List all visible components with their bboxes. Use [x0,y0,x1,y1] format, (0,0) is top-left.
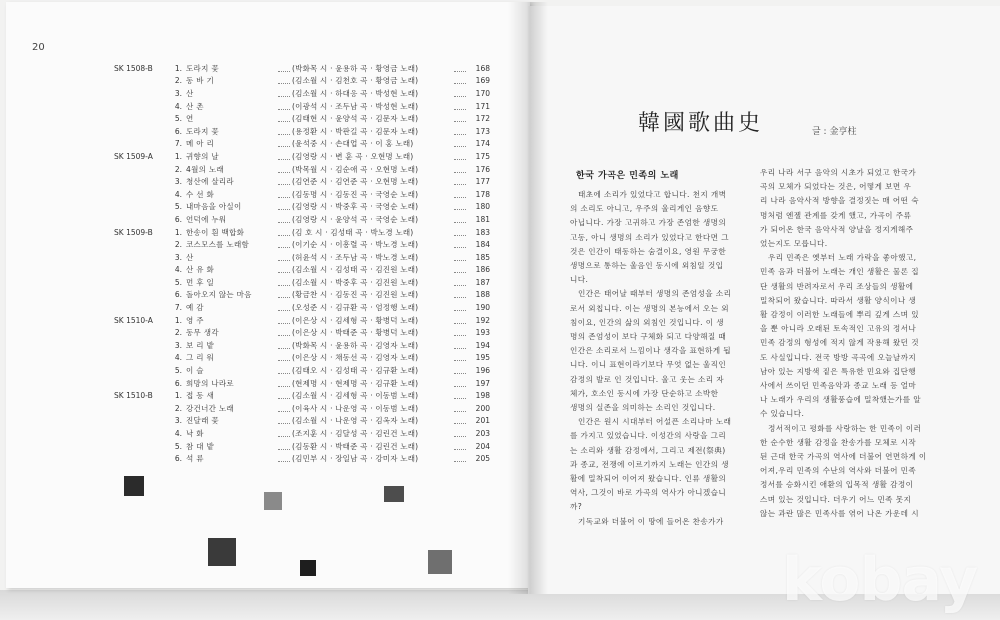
article-line: 한 순수한 생활 감정을 찬송가를 모체로 시작 [760,437,917,447]
article-line: 명처럼 엔젤 관계를 갖게 했고, 가곡이 주류 [760,210,912,220]
track-row [120,352,490,365]
track-number: 5. [174,202,182,212]
track-row [114,226,490,239]
track-page: 186 [475,265,490,275]
leader-dots [454,90,466,97]
track-row [120,264,490,277]
track-number: 4. [174,429,182,439]
track-title: 4월의 노래 [186,164,224,174]
track-number: 3. [174,88,182,98]
track-number: 5. [174,366,182,376]
track-title: 그 리 워 [186,353,215,363]
track-credits: (이은상 시 · 채동선 곡 · 김영자 노래) [292,353,419,363]
track-page: 193 [475,328,490,338]
article-line: 민족 감정의 형성에 적지 않게 작용해 왔던 것 [760,338,919,348]
track-title: 도라지 꽃 [186,63,219,73]
track-listing [114,62,490,465]
track-page: 181 [475,214,490,224]
leader-dots [278,392,290,399]
track-row [120,427,490,440]
leader-dots [454,380,466,387]
track-number: 2. [174,403,182,413]
track-page: 170 [475,88,490,98]
article-line: 의 소리도 아니고, 우주의 울리게인 음향도 [570,204,719,214]
track-title: 접 동 새 [186,391,215,401]
article-line: 감정의 발로 인 것입니다. 울고 웃는 소리 자 [570,374,725,384]
track-title: 청산에 살리라 [186,177,234,187]
section-heading: 한국 가곡은 민족의 노래 [576,171,679,181]
track-page: 171 [475,101,490,111]
track-title: 보 리 밭 [186,340,215,350]
leader-dots [454,430,466,437]
track-row [120,188,490,201]
leader-dots [278,380,290,387]
track-page: 200 [475,403,490,413]
leader-dots [278,90,290,97]
track-credits: (조지훈 시 · 김달성 곡 · 김린건 노래) [292,429,419,439]
article-line: 로서 외칩니다. 이는 생명의 본능에서 오는 외 [570,303,729,313]
track-credits: (김영랑 시 · 윤양석 곡 · 국영순 노래) [292,214,419,224]
track-credits: (김소월 시 · 박중후 곡 · 김진원 노래) [292,277,419,287]
leader-dots [454,405,466,412]
track-title: 수 선 화 [186,189,215,199]
track-number: 2. [174,164,182,174]
track-credits: (오성준 시 · 김규환 곡 · 엄정행 노래) [292,303,419,313]
leader-dots [278,203,290,210]
track-credits: (김소월 시 · 김성태 곡 · 김진원 노래) [292,265,419,275]
track-credits: (박화목 시 · 윤용하 곡 · 황영금 노래) [292,63,419,73]
track-credits: (이기순 시 · 이흥렬 곡 · 박노경 노래) [292,240,419,250]
article-line: 우리 나라 서구 음악의 시초가 되었고 한국가 [760,168,917,177]
article-line: 아닙니다. 가장 고귀하고 가장 존엄한 생명의 [570,218,727,228]
track-page: 192 [475,315,490,325]
track-credits: (박목월 시 · 김순애 곡 · 오현명 노래) [292,164,419,174]
track-title: 이 슬 [186,366,204,376]
leader-dots [454,77,466,84]
article-title: 韓國歌曲史 [638,111,764,136]
leader-dots [278,304,290,311]
track-page: 197 [475,378,490,388]
track-row [120,276,490,289]
track-number: 4. [174,101,182,111]
article-line: 활 감정이 이러한 노래들에 뿌리 깊게 스며 있 [760,310,919,320]
track-number: 1. [174,227,182,237]
track-credits: (이은상 시 · 박태준 곡 · 황병덕 노래) [292,328,419,338]
track-row [120,100,490,113]
leader-dots [278,103,290,110]
leader-dots [278,77,290,84]
article-line: 민족 음과 더불어 노래는 개인 생활은 물론 집 [760,267,919,277]
track-page: 177 [475,177,490,187]
leader-dots [454,191,466,198]
album-id: SK 1510-A [114,315,153,325]
track-page: 195 [475,353,490,363]
track-page: 198 [475,391,490,401]
article-line: 인간은 원시 시대부터 어설픈 소리나마 노래 [578,417,732,427]
track-credits: (김소월 시 · 김세형 곡 · 이동범 노래) [292,391,419,401]
track-row [120,163,490,176]
track-page: 196 [475,366,490,376]
track-title: 진달래 꽃 [186,416,219,426]
leader-dots [454,65,466,72]
track-page: 184 [475,240,490,250]
decorative-square [300,560,316,576]
track-number: 3. [174,252,182,262]
article-line: 수 있습니다. [760,409,805,419]
track-page: 204 [475,441,490,451]
track-page: 168 [475,63,490,73]
leader-dots [454,279,466,286]
track-page: 173 [475,126,490,136]
article-line: 니다. [570,275,589,285]
track-number: 3. [174,177,182,187]
leader-dots [454,329,466,336]
track-number: 6. [174,454,182,464]
article-line: 밀착되어 왔습니다. 따라서 생활 양식이나 생 [760,295,917,305]
track-page: 174 [475,139,490,149]
article-column-right [760,166,940,521]
article-line: 역사, 그것이 바로 가곡의 역사가 아니겠습니 [570,488,727,498]
album-id: SK 1509-A [114,151,153,161]
article-line: 우리 민족은 옛부터 노래 가락을 좋아했고, [768,253,917,263]
book-gutter [508,2,548,594]
track-row [120,251,490,264]
track-number: 2. [174,76,182,86]
track-row [120,415,490,428]
article-line: 과 종교, 전쟁에 이르기까지 노래는 인간의 생 [570,459,729,469]
track-title: 예 감 [186,303,204,313]
track-row [120,175,490,188]
article-line: 리 나라 음악사적 방향을 결정짓는 매 어떤 숙 [760,196,919,206]
track-number: 3. [174,340,182,350]
track-page: 178 [475,189,490,199]
track-number: 6. [174,214,182,224]
track-credits: (윤석중 시 · 손대업 곡 · 이 홍 노래) [292,139,414,149]
article-line: 정서적이고 평화를 사랑하는 한 민족이 이러 [768,423,922,433]
track-title: 영 주 [186,315,204,325]
leader-dots [454,128,466,135]
track-credits: (김영랑 시 · 박중후 곡 · 국영순 노래) [292,202,419,212]
track-page: 188 [475,290,490,300]
track-number: 1. [174,391,182,401]
leader-dots [454,254,466,261]
article-line: 곡의 모체가 되었다는 것은, 어떻게 보면 우 [760,182,912,192]
track-credits: (김영랑 시 · 변 훈 곡 · 오현명 노래) [292,151,414,161]
track-row [120,213,490,226]
leader-dots [454,166,466,173]
track-row [114,314,490,327]
leader-dots [278,405,290,412]
article-line: 침이요, 인간의 삶의 외침인 것입니다. 이 생 [570,317,725,327]
leader-dots [454,153,466,160]
decorative-square [384,486,404,502]
track-row [120,339,490,352]
article-line: 었는지도 모릅니다. [760,239,828,249]
track-credits: (허윤석 시 · 조두남 곡 · 박노경 노래) [292,252,419,262]
leader-dots [454,342,466,349]
article-line: 생명으로 통하는 울음인 동시에 외침일 것입 [570,261,724,271]
album-id: SK 1510-B [114,391,153,401]
track-title: 참 대 밭 [186,441,215,451]
article-line: 생명의 실존을 의미하는 소리인 것입니다. [570,403,716,413]
track-credits: (이광석 시 · 조두남 곡 · 박성현 노래) [292,101,419,111]
article-line: 까? [570,502,583,512]
article-line: 니다. 이니 표현이라기보다 무엇 없는 울직인 [570,360,727,370]
track-page: 169 [475,76,490,86]
track-page: 187 [475,277,490,287]
track-title: 산 [186,88,194,98]
leader-dots [278,329,290,336]
track-number: 5. [174,114,182,124]
leader-dots [454,115,466,122]
track-page: 175 [475,151,490,161]
article-line: 단 생활의 반려자로서 우리 조상들의 생활에 [760,281,914,291]
track-number: 5. [174,277,182,287]
leader-dots [278,291,290,298]
leader-dots [278,115,290,122]
track-page: 203 [475,429,490,439]
track-row [120,138,490,151]
track-title: 산 촌 [186,101,204,111]
track-page: 172 [475,114,490,124]
track-credits: (김 호 시 · 김성태 곡 · 박노경 노래) [292,227,414,237]
track-number: 6. [174,378,182,388]
track-number: 6. [174,290,182,300]
leader-dots [278,354,290,361]
track-number: 6. [174,126,182,136]
article-line: 를 가지고 있었습니다. 이성간의 사랑을 그리 [570,431,727,441]
leader-dots [454,203,466,210]
decorative-square [208,538,236,566]
track-credits: (김태오 시 · 김성태 곡 · 김규환 노래) [292,366,419,376]
track-number: 4. [174,189,182,199]
track-credits: (김소월 시 · 김천호 곡 · 황영금 노래) [292,76,419,86]
leader-dots [454,266,466,273]
track-number: 2. [174,328,182,338]
leader-dots [278,317,290,324]
decorative-square [428,550,452,574]
article-line: 남아 있는 지방색 짙은 특유한 민요와 집단행 [760,366,917,376]
page-number: 20 [32,42,45,53]
track-row [120,125,490,138]
track-page: 190 [475,303,490,313]
leader-dots [278,241,290,248]
leader-dots [454,216,466,223]
leader-dots [454,367,466,374]
article-line: 체가, 호소인 동시에 가장 단순하고 소박한 [570,388,719,398]
article-line: 을 뿐 아니라 오래된 토속적인 고유의 정서나 [760,324,917,334]
leader-dots [278,140,290,147]
leader-dots [278,443,290,450]
track-title: 낙 화 [186,429,204,439]
track-title: 먼 후 일 [186,277,215,287]
track-title: 한송이 흰 백합화 [186,227,245,237]
track-credits: (박화목 시 · 윤용하 곡 · 김영자 노래) [292,340,419,350]
article-line: 가 되어온 한국 음악사적 양날을 정지게해주 [760,224,914,234]
track-page: 185 [475,252,490,262]
track-row [120,201,490,214]
track-credits: (김동환 시 · 박태준 곡 · 김린건 노래) [292,441,419,451]
track-title: 코스모스를 노래함 [186,240,250,250]
leader-dots [454,291,466,298]
track-number: 7. [174,303,182,313]
track-page: 205 [475,454,490,464]
track-title: 돌아오지 않는 마음 [186,290,252,300]
leader-dots [278,430,290,437]
article-line: 기독교와 더불어 이 땅에 들어온 찬송가가 [578,516,724,526]
article-line: 태초에 소리가 있었다고 합니다. 천지 개벽 [578,190,727,199]
article-line: 는 소리와 생활 감정에서, 그리고 제전(祭典) [570,445,726,455]
track-number: 4. [174,265,182,275]
track-row [114,150,490,163]
leader-dots [454,455,466,462]
track-number: 1. [174,315,182,325]
track-row [120,87,490,100]
leader-dots [278,254,290,261]
track-row [120,75,490,88]
track-title: 산 유 화 [186,265,215,275]
leader-dots [454,443,466,450]
leader-dots [454,354,466,361]
leader-dots [454,140,466,147]
leader-dots [278,191,290,198]
track-page: 201 [475,416,490,426]
track-number: 1. [174,151,182,161]
leader-dots [278,229,290,236]
article-line: 활에 밀착되어 이어져 왔습니다. 인류 생활의 [570,474,727,484]
track-title: 산 [186,252,194,262]
leader-dots [278,342,290,349]
track-credits: (김연준 시 · 김연준 곡 · 오현명 노래) [292,177,419,187]
track-number: 3. [174,416,182,426]
track-credits: (김민부 시 · 장일남 곡 · 강미자 노래) [292,454,419,464]
track-row [120,326,490,339]
track-title: 석 류 [186,454,204,464]
article-line: 사에서 쓰이던 민족음악과 종교 노래 등 얼마 [760,381,917,391]
track-title: 귀향의 날 [186,151,219,161]
track-credits: (용정환 시 · 박판길 곡 · 김문자 노래) [292,126,419,136]
article-line: 명의 존엄성이 보다 구체화 되고 다양해질 때 [570,332,727,342]
leader-dots [454,103,466,110]
article-line: 어져,우리 민족의 수난의 역사와 더불어 민족 [760,466,917,476]
decorative-square [264,492,282,510]
track-row [120,452,490,465]
album-id: SK 1509-B [114,227,153,237]
leader-dots [454,304,466,311]
track-credits: (김소월 시 · 하대응 곡 · 박성현 노래) [292,88,419,98]
track-row [120,301,490,314]
leader-dots [278,178,290,185]
track-title: 동무 생각 [186,328,219,338]
track-credits: (황금찬 시 · 김동진 곡 · 김진원 노래) [292,290,419,300]
track-number: 5. [174,441,182,451]
track-number: 7. [174,139,182,149]
track-title: 언덕에 누워 [186,214,227,224]
decorative-square [124,476,144,496]
track-credits: (이은상 시 · 김세형 곡 · 황병덕 노래) [292,315,419,325]
article-line: 도 사실입니다. 전국 방방 곡곡에 오늘날까지 [760,352,917,362]
track-title: 내마음을 아실이 [186,202,242,212]
leader-dots [278,128,290,135]
track-page: 183 [475,227,490,237]
track-credits: (김소월 시 · 나운영 곡 · 김옥자 노래) [292,416,419,426]
leader-dots [278,367,290,374]
track-credits: (현제명 시 · 현제명 곡 · 김규환 노래) [292,378,419,388]
track-row [120,402,490,415]
article-line: 나 노래가 우리의 생활풍습에 밀착했는가를 알 [760,395,922,405]
track-title: 메 아 리 [186,139,215,149]
article-line: 된 근대 한국 가곡의 역사에 더불어 연면하게 이 [760,452,927,462]
leader-dots [454,392,466,399]
leader-dots [454,417,466,424]
track-page: 194 [475,340,490,350]
leader-dots [454,178,466,185]
article-column-left [570,188,746,529]
article-line: 정서를 승화시킨 애환의 입목적 생활 감정이 [760,480,914,490]
track-row [120,377,490,390]
album-id: SK 1508-B [114,63,153,73]
track-row [120,440,490,453]
track-title: 희망의 나라로 [186,378,234,388]
track-row [120,289,490,302]
leader-dots [278,166,290,173]
watermark: kobay [782,545,978,615]
leader-dots [278,279,290,286]
article-line: 스며 있는 것입니다. 더우기 어느 민족 못지 [760,494,912,504]
track-credits: (이육사 시 · 나운영 곡 · 이동범 노래) [292,403,419,413]
track-row [114,62,490,75]
leader-dots [454,229,466,236]
leader-dots [454,241,466,248]
track-number: 4. [174,353,182,363]
track-row [120,112,490,125]
article-line: 인간은 소리로서 느낌이나 생각을 표현하게 됩 [570,346,732,356]
leader-dots [278,455,290,462]
track-number: 2. [174,240,182,250]
track-number: 1. [174,63,182,73]
track-row [120,364,490,377]
track-row [120,238,490,251]
leader-dots [278,153,290,160]
track-title: 동 바 기 [186,76,215,86]
leader-dots [278,417,290,424]
track-title: 도라지 꽃 [186,126,219,136]
leader-dots [454,317,466,324]
track-page: 180 [475,202,490,212]
article-line: 것은 인간이 태동하는 숨결이요, 영원 무궁한 [570,246,727,256]
track-credits: (김태현 시 · 윤양석 곡 · 김문자 노래) [292,114,419,124]
track-row [114,389,490,402]
article-line: 고동, 아니 생명의 소리가 있었다고 한다면 그 [570,232,729,242]
article-author: 글 : 金亨柱 [812,127,857,137]
track-credits: (김동명 시 · 김동진 곡 · 국영순 노래) [292,189,419,199]
track-title: 강건너간 노래 [186,403,234,413]
track-page: 176 [475,164,490,174]
leader-dots [278,266,290,273]
article-line: 않는 과란 많은 민족사를 엮어 나온 가운데 시 [760,508,919,518]
leader-dots [278,216,290,223]
article-line: 인간은 태어날 때부터 생명의 존엄성을 소리 [578,289,732,299]
leader-dots [278,65,290,72]
track-title: 연 [186,114,194,124]
